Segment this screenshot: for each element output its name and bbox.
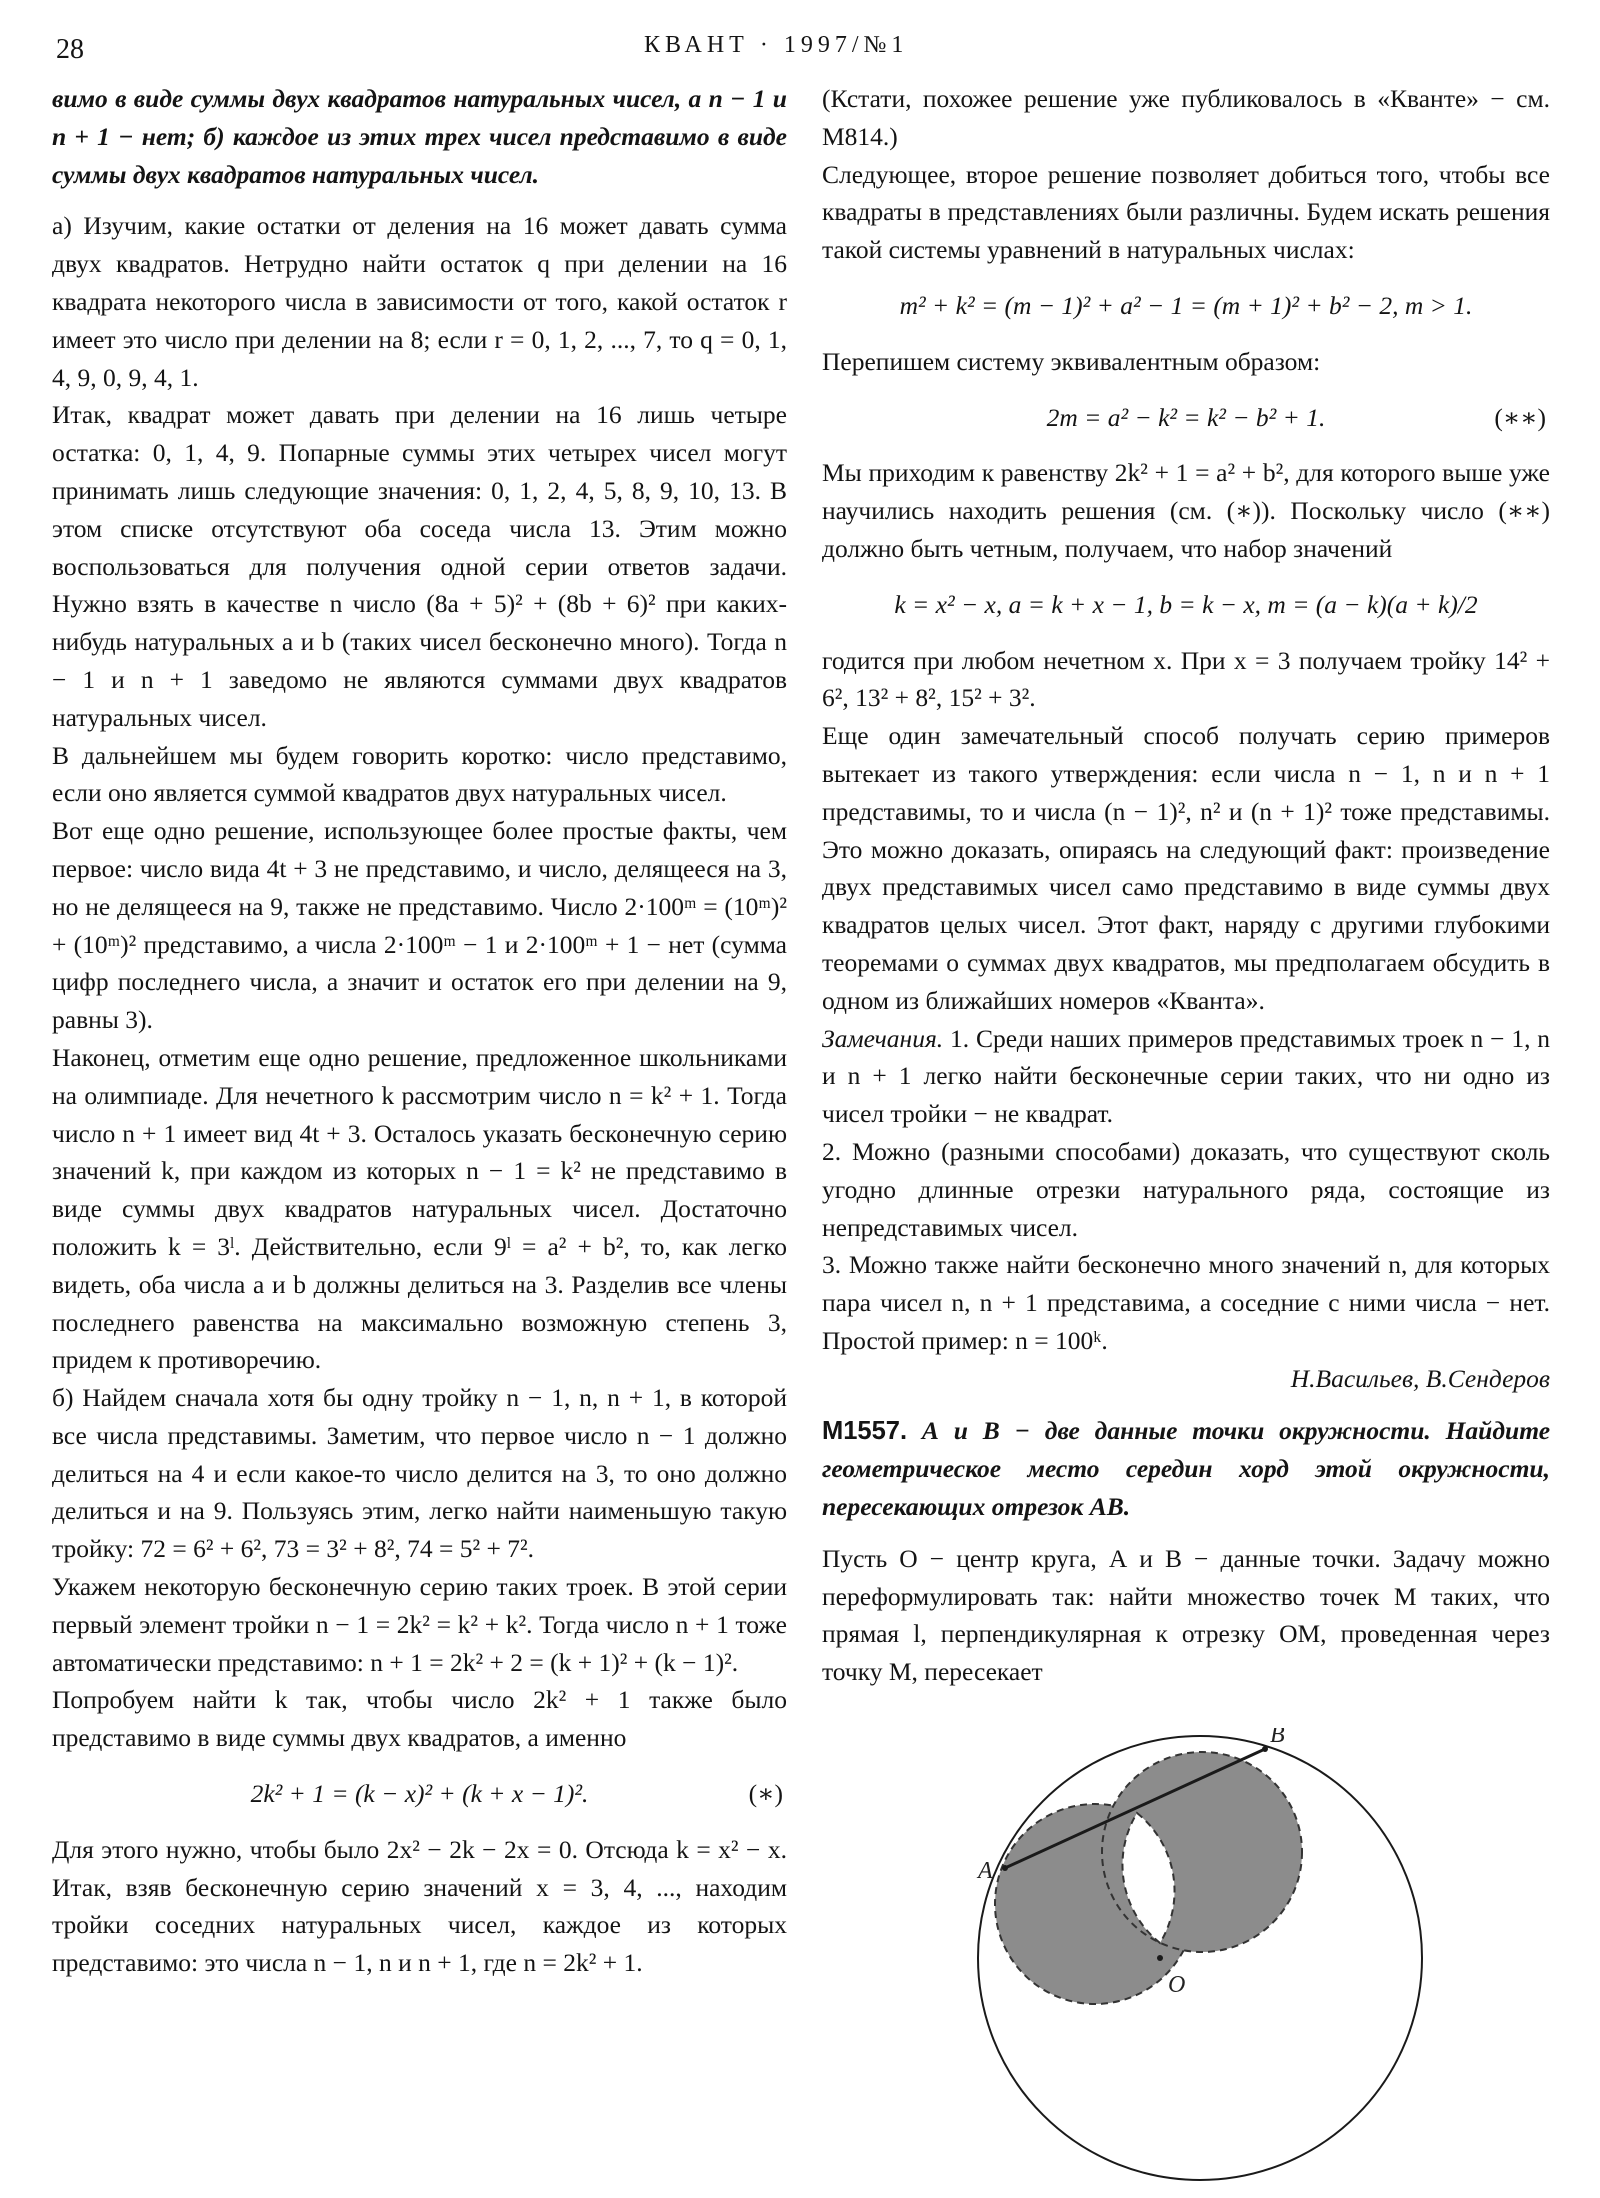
formula-system <box>822 287 1550 325</box>
paragraph: В дальнейшем мы будем говорить коротко: число представимо, если оно является суммой квадратов двух натуральных чисел. <box>52 740 787 808</box>
paragraph: Пусть О − центр круга, А и В − данные точки. Задачу можно переформулировать так: найти множество точек М таких, что прямая l, перпендикулярная к отрезку ОМ, проведенная через точку М, пересекает <box>822 1543 1550 1687</box>
paragraph: Для этого нужно, чтобы было 2x² − 2k − 2x = 0. Отсюда k = x² − x. Итак, взяв бесконечную серию значений x = 3, 4, ..., находим тройки соседних натуральных чисел, каждое из которых представимо: это числа n − 1, n и n + 1, где n = 2k² + 1. <box>52 1834 787 1978</box>
remarks <box>822 1020 1550 1133</box>
paragraph: Укажем некоторую бесконечную серию таких троек. В этой серии первый элемент тройки n − 1 = 2k² = k² + k². Тогда число n + 1 тоже автоматически представимо: n + 1 = 2k² + 2 = (k + 1)² + (k − 1)². <box>52 1572 787 1677</box>
problem-statement <box>822 1412 1550 1526</box>
point-o <box>1157 1955 1163 1961</box>
remark-2: 2. Можно (разными способами) доказать, что существуют сколь угодно длинные отрезки натурального ряда, состоящие из непредставимых чисел. <box>822 1136 1550 1242</box>
formula-set <box>822 586 1550 624</box>
right-column <box>822 80 1550 1691</box>
point-a <box>1002 1865 1008 1871</box>
page-header <box>44 26 1556 66</box>
problem-id: М1557. <box>822 1416 908 1445</box>
paragraph: Перепишем систему эквивалентным образом: <box>822 346 1321 376</box>
author-signature: Н.Васильев, В.Сендеров <box>1290 1363 1550 1393</box>
formula-star <box>52 1775 787 1813</box>
paragraph: Следующее, второе решение позволяет добиться того, чтобы все квадраты в представлениях были различны. Будем искать решения такой системы уравнений в натуральных числах: <box>822 159 1550 265</box>
problem-text: А и В − две данные точки окружности. Найдите геометрическое место середин хорд этой окружности, пересекающих отрезок АВ. <box>822 1415 1551 1522</box>
remark-3: 3. Можно также найти бесконечно много значений n, для которых пара чисел n, n + 1 представима, а соседние с ними числа − нет. Простой пример: n = 100ᵏ. <box>822 1250 1550 1355</box>
formula-2m <box>822 399 1550 437</box>
paragraph: годится при любом нечетном x. При x = 3 получаем тройку 14² + 6², 13² + 8², 15² + 3². <box>822 645 1550 713</box>
problem-continuation: вимо в виде суммы двух квадратов натуральных чисел, а n − 1 и n + 1 − нет; б) каждое из этих трех чисел представимо в виде суммы двух квадратов натуральных чисел. <box>52 84 787 189</box>
circle-diagram <box>970 1728 1430 2188</box>
formula-star-tag: (∗) <box>748 1779 783 1809</box>
remarks-label: Замечания. <box>822 1023 944 1053</box>
left-column <box>52 80 787 1982</box>
label-a: A <box>978 1858 993 1884</box>
paragraph: Мы приходим к равенству 2k² + 1 = a² + b², для которого выше уже научились находить решения (см. (∗)). Поскольку число (∗∗) должно быть четным, получаем, что набор значений <box>822 458 1550 563</box>
paragraph: Попробуем найти k так, чтобы число 2k² + 1 также было представимо в виде суммы двух квадратов, а именно <box>52 1685 787 1753</box>
remark-1: 1. Среди наших примеров представимых троек n − 1, n и n + 1 легко найти бесконечные серии таких, что ни одно из чисел тройки − не квадрат. <box>822 1023 1551 1129</box>
formula-system-text: m² + k² = (m − 1)² + a² − 1 = (m + 1)² + b² − 2, m > 1. <box>899 290 1473 320</box>
paragraph: Итак, квадрат может давать при делении на 16 лишь четыре остатка: 0, 1, 4, 9. Попарные суммы этих четырех чисел могут принимать лишь следующие значения: 0, 1, 2, 4, 5, 8, 9, 10, 13. В этом списке отсутствуют оба соседа числа 13. Этим можно воспользоваться для получения одной серии ответов задачи. Нужно взять в качестве n число (8a + 5)² + (8b + 6)² при каких-нибудь натуральных a и b (таких чисел бесконечно много). Тогда n − 1 и n + 1 заведомо не являются суммами двух квадратов натуральных чисел. <box>52 400 787 732</box>
paragraph: Вот еще одно решение, использующее более простые факты, чем первое: число вида 4t + 3 не представимо, и число, делящееся на 3, но не делящееся на 9, также не представимо. Число 2·100ᵐ = (10ᵐ)² + (10ᵐ)² представимо, а числа 2·100ᵐ − 1 и 2·100ᵐ + 1 − нет (сумма цифр последнего числа, а значит и остаток его при делении на 9, равны 3). <box>52 816 787 1035</box>
running-head: КВАНТ · 1997/№1 <box>644 32 909 58</box>
page-number: 28 <box>56 34 84 65</box>
paragraph: а) Изучим, какие остатки от деления на 16 может давать сумма двух квадратов. Нетрудно найти остаток q при делении на 16 квадрата некоторого числа в зависимости от того, какой остаток r имеет это число при делении на 8; если r = 0, 1, 2, ..., 7, то q = 0, 1, 4, 9, 0, 9, 4, 1. <box>52 211 787 392</box>
paragraph: Наконец, отметим еще одно решение, предложенное школьниками на олимпиаде. Для нечетного k рассмотрим число n = k² + 1. Тогда число n + 1 имеет вид 4t + 3. Осталось указать бесконечную серию значений k, при каждом из которых n − 1 = k² не представимо в виде суммы двух квадратов натуральных чисел. Достаточно положить k = 3ˡ. Действительно, если 9ˡ = a² + b², то, как легко видеть, оба числа a и b должны делиться на 3. Разделив все члены последнего равенства на максимально возможную степень 3, придем к противоречию. <box>52 1042 787 1375</box>
paragraph: Еще один замечательный способ получать серию примеров вытекает из такого утверждения: если числа n − 1, n и n + 1 представимы, то и числа (n − 1)², n² и (n + 1)² тоже представимы. Это можно доказать, опираясь на следующий факт: произведение двух представимых чисел само представимо в виде суммы двух квадратов целых чисел. Этот факт, наряду с другими глубокими теоремами о суммах двух квадратов, мы предполагаем обсудить в одном из ближайших номеров «Кванта». <box>822 721 1550 1015</box>
formula-2m-tag: (∗∗) <box>1494 402 1546 432</box>
formula-star-text: 2k² + 1 = (k − x)² + (k + x − 1)². <box>250 1779 589 1809</box>
label-o: O <box>1168 1972 1186 1998</box>
point-b <box>1262 1746 1268 1752</box>
label-b: B <box>1270 1728 1285 1748</box>
paragraph: б) Найдем сначала хотя бы одну тройку n − 1, n, n + 1, в которой все числа представимы. Заметим, что первое число n − 1 должно делиться на 4 и если какое-то число делится на 3, то оно должно делиться и на 9. Пользуясь этим, легко найти наименьшую такую тройку: 72 = 6² + 6², 73 = 3² + 8², 74 = 5² + 7². <box>52 1383 787 1564</box>
formula-2m-text: 2m = a² − k² = k² − b² + 1. <box>1046 402 1326 432</box>
geometry-figure <box>970 1728 1430 2188</box>
paragraph: (Кстати, похожее решение уже публиковалось в «Кванте» − см. М814.) <box>822 84 1550 151</box>
formula-set-text: k = x² − x, a = k + x − 1, b = k − x, m = (a − k)(a + k)/2 <box>894 589 1478 619</box>
